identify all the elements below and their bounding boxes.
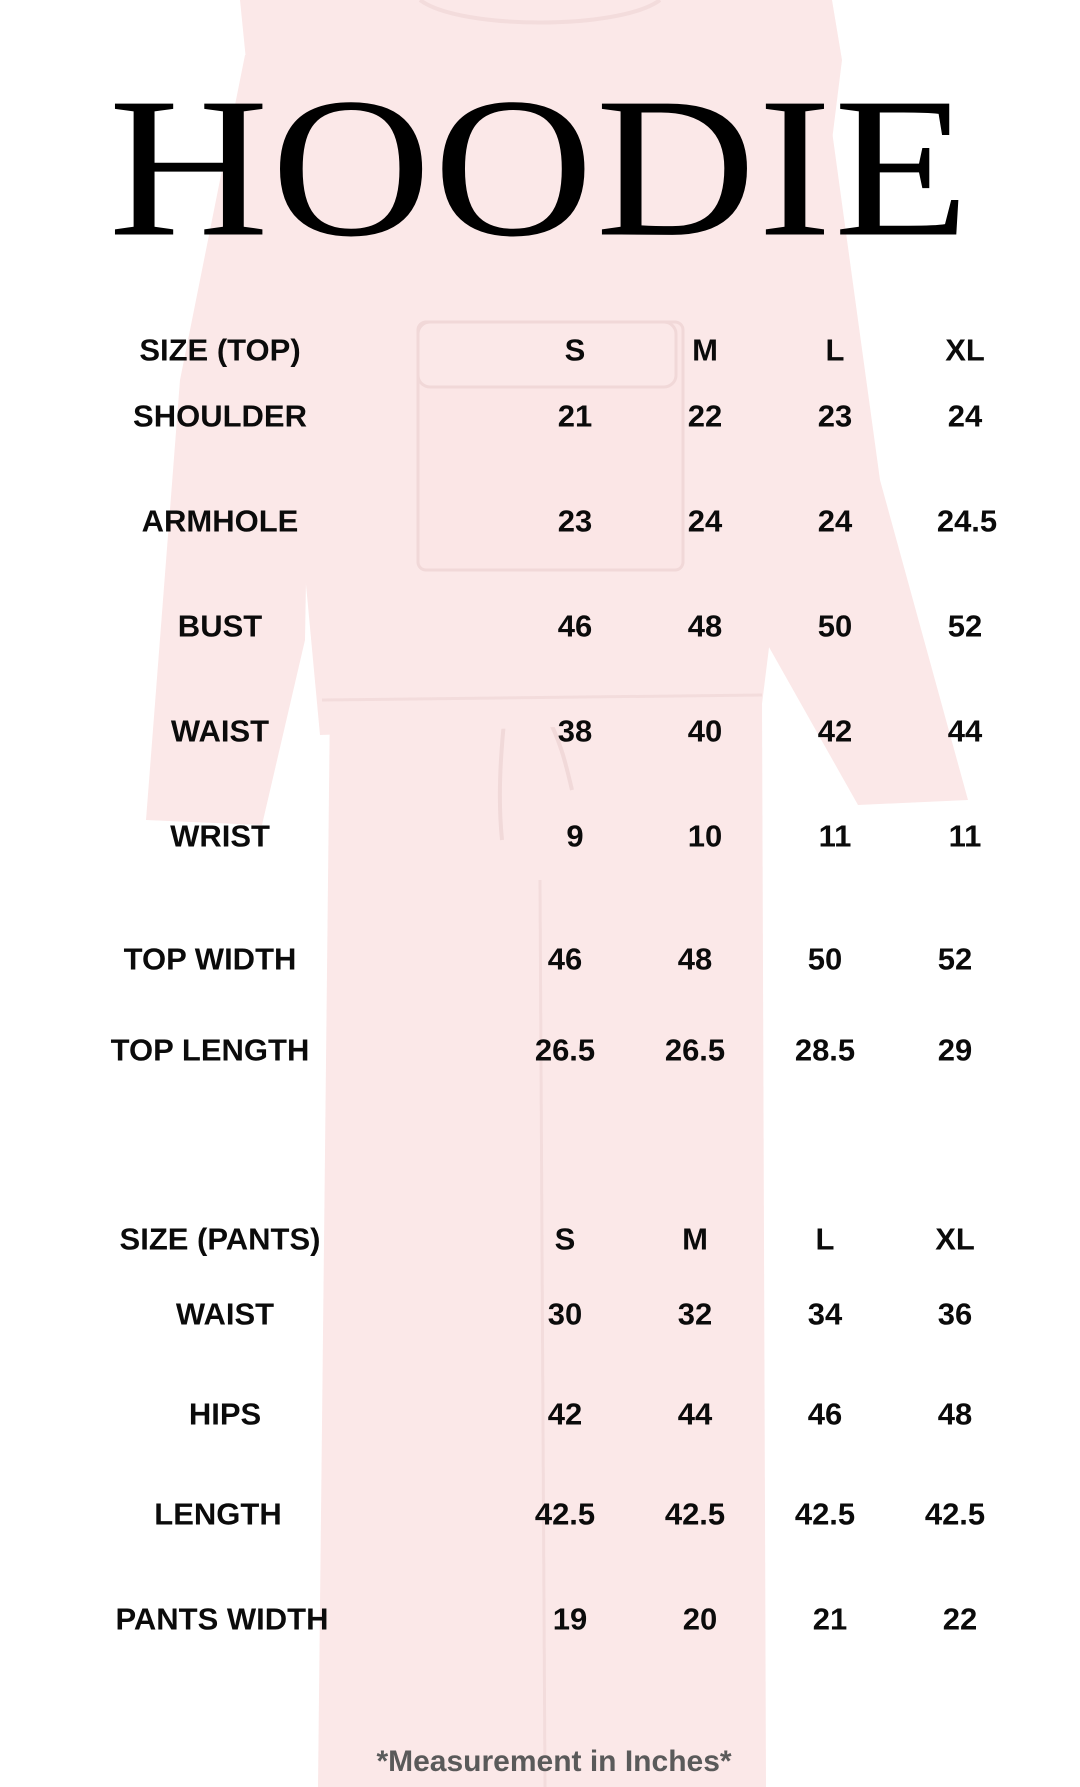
top-row-0-m: 22	[687, 398, 723, 434]
pants-row-2-s: 42.5	[534, 1496, 596, 1532]
pants-row-2-label: LENGTH	[154, 1496, 282, 1532]
pants-row-2-xl: 42.5	[924, 1496, 986, 1532]
pants-row-2-m: 42.5	[664, 1496, 726, 1532]
top-row-5-label: TOP WIDTH	[123, 941, 297, 977]
top-row-3-l: 42	[817, 713, 853, 749]
top-row-6-xl: 29	[937, 1032, 973, 1068]
measurement-note: *Measurement in Inches*	[376, 1745, 732, 1778]
pants-row-2-l: 42.5	[794, 1496, 856, 1532]
top-row-2-l: 50	[817, 608, 853, 644]
pants-row-3-l: 21	[812, 1601, 848, 1637]
top-row-4-m: 10	[687, 818, 723, 854]
top-header-m: M	[692, 332, 718, 368]
pants-header-m: M	[682, 1221, 708, 1257]
top-row-5-s: 46	[547, 941, 583, 977]
pants-row-1-label: HIPS	[188, 1396, 262, 1432]
top-row-6-l: 28.5	[794, 1032, 856, 1068]
top-row-5-xl: 52	[937, 941, 973, 977]
top-header-l: L	[825, 332, 845, 368]
top-row-5-m: 48	[677, 941, 713, 977]
pants-row-1-xl: 48	[937, 1396, 973, 1432]
pants-header-label: SIZE (PANTS)	[119, 1221, 321, 1257]
pants-row-0-label: WAIST	[175, 1296, 275, 1332]
top-row-3-xl: 44	[947, 713, 983, 749]
top-row-2-m: 48	[687, 608, 723, 644]
top-row-4-s: 9	[566, 818, 584, 854]
top-row-4-l: 11	[818, 818, 852, 854]
top-row-2-s: 46	[557, 608, 593, 644]
top-row-1-l: 24	[817, 503, 853, 539]
top-row-6-m: 26.5	[664, 1032, 726, 1068]
pants-header-s: S	[554, 1221, 576, 1257]
top-row-1-xl: 24.5	[936, 503, 998, 539]
top-row-6-label: TOP LENGTH	[110, 1032, 310, 1068]
pants-row-1-m: 44	[677, 1396, 713, 1432]
top-row-0-xl: 24	[947, 398, 983, 434]
top-row-5-l: 50	[807, 941, 843, 977]
pants-header-l: L	[815, 1221, 835, 1257]
pants-row-3-xl: 22	[942, 1601, 978, 1637]
page-title: HOODIE	[108, 57, 972, 279]
pants-row-0-xl: 36	[937, 1296, 973, 1332]
pants-row-3-label: PANTS WIDTH	[115, 1601, 329, 1637]
top-row-2-label: BUST	[177, 608, 263, 644]
top-header-xl: XL	[945, 332, 985, 368]
pants-row-1-s: 42	[547, 1396, 583, 1432]
pants-row-0-l: 34	[807, 1296, 843, 1332]
top-row-3-s: 38	[557, 713, 593, 749]
top-row-1-m: 24	[687, 503, 723, 539]
top-row-0-l: 23	[817, 398, 853, 434]
top-row-1-s: 23	[557, 503, 593, 539]
pants-row-3-s: 19	[552, 1601, 588, 1637]
top-row-3-label: WAIST	[170, 713, 270, 749]
top-row-1-label: ARMHOLE	[141, 503, 299, 539]
pants-row-3-m: 20	[682, 1601, 718, 1637]
pants-row-1-l: 46	[807, 1396, 843, 1432]
top-row-2-xl: 52	[947, 608, 983, 644]
top-row-4-label: WRIST	[170, 818, 270, 854]
top-header-label: SIZE (TOP)	[139, 332, 301, 368]
pants-header-xl: XL	[935, 1221, 975, 1257]
top-row-4-xl: 11	[948, 818, 982, 854]
pants-row-0-m: 32	[677, 1296, 713, 1332]
top-row-0-label: SHOULDER	[133, 398, 307, 434]
top-header-s: S	[564, 332, 586, 368]
pants-row-0-s: 30	[547, 1296, 583, 1332]
top-row-3-m: 40	[687, 713, 723, 749]
pocket-flap	[418, 322, 676, 387]
top-row-6-s: 26.5	[534, 1032, 596, 1068]
top-row-0-s: 21	[557, 398, 593, 434]
